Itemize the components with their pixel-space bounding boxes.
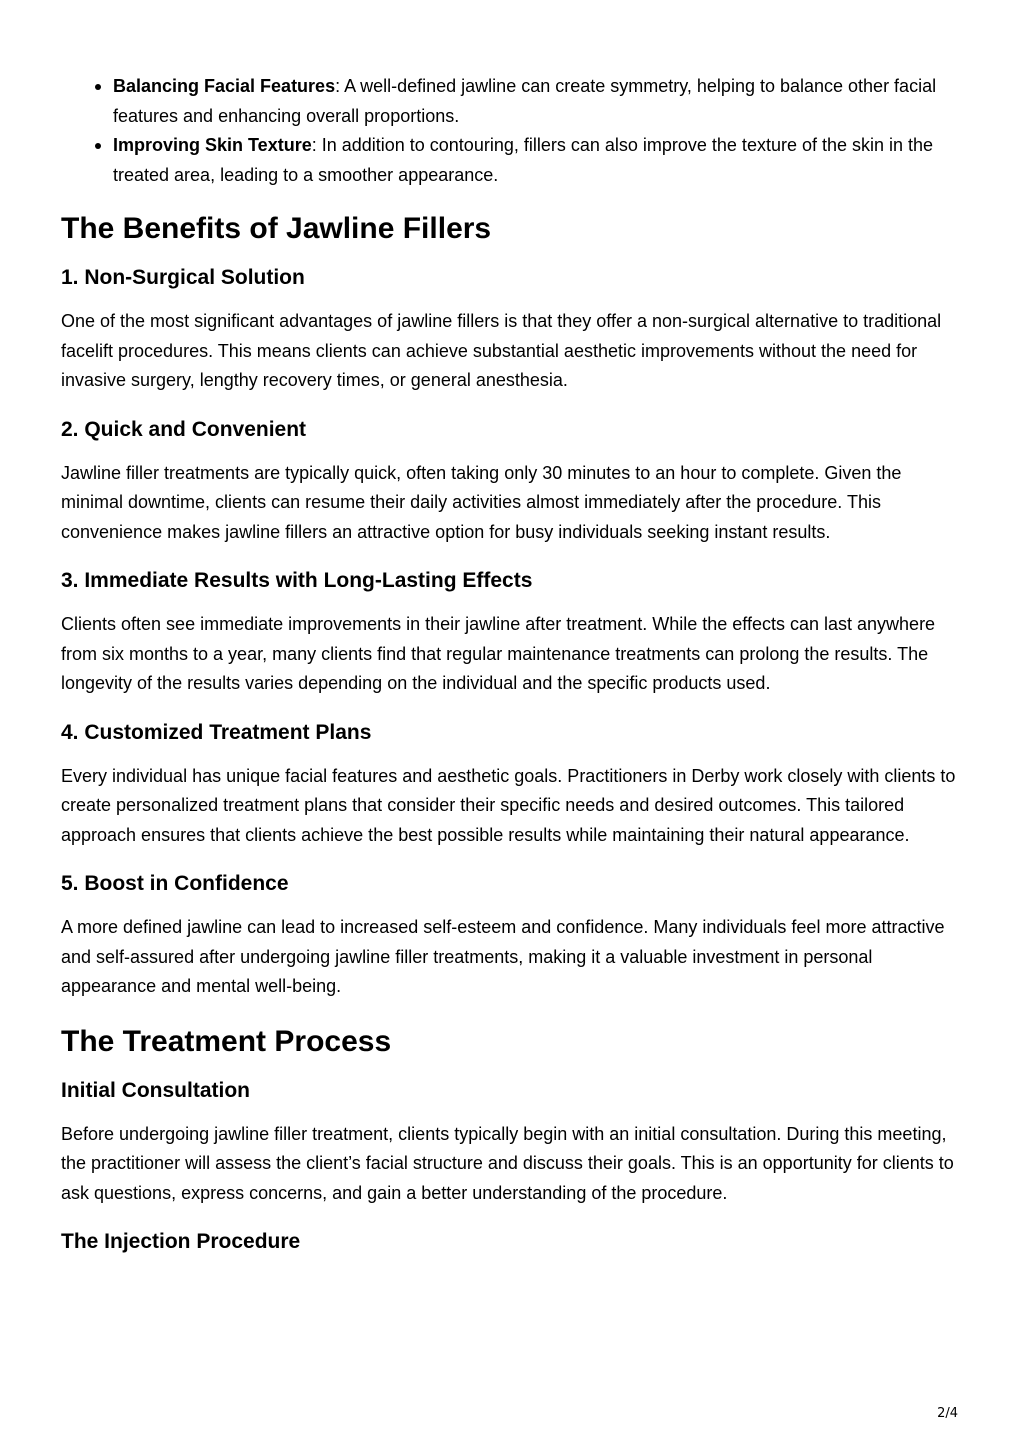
subheading: 4. Customized Treatment Plans	[61, 720, 372, 744]
section-heading-benefits: The Benefits of Jawline Fillers	[61, 212, 492, 245]
list-item	[113, 72, 966, 131]
paragraph: Jawline filler treatments are typically quick, often taking only 30 minutes to an hour to complete. Given the minimal downtime, clients can resume their daily activities almost immediately after the procedure. This convenience makes jawline fillers an attractive option for busy individuals seeking instant results.	[61, 462, 902, 542]
subheading: 1. Non-Surgical Solution	[61, 266, 305, 289]
bullet-text: : In addition to contouring, fillers can also improve the texture of the skin in the treated area, leading to a smoother appearance.	[113, 135, 934, 185]
bullet-text: : A well-defined jawline can create symmetry, helping to balance other facial features and enhancing overall proportions.	[113, 76, 937, 126]
paragraph: A more defined jawline can lead to increased self-esteem and confidence. Many individuals feel more attractive and self-assured after undergoing jawline filler treatments, making it a valuable investment in personal appearance and mental well-being.	[61, 917, 945, 996]
bullet-icon	[95, 84, 101, 90]
section-heading-process: The Treatment Process	[61, 1024, 392, 1058]
bullet-bold-label: Balancing Facial Features	[113, 76, 336, 96]
subheading: Initial Consultation	[61, 1078, 250, 1102]
paragraph: Before undergoing jawline filler treatment, clients typically begin with an initial consultation. During this meeting, the practitioner will assess the client’s facial structure and discuss their goals. This is an opportunity for clients to ask questions, express concerns, and gain a better understanding of the procedure.	[61, 1123, 954, 1203]
bullet-bold-label: Improving Skin Texture	[113, 135, 312, 155]
subheading: The Injection Procedure	[61, 1230, 301, 1253]
list-item	[113, 131, 966, 190]
subheading: 5. Boost in Confidence	[61, 872, 289, 895]
subheading: 2. Quick and Convenient	[61, 417, 307, 441]
paragraph: Every individual has unique facial features and aesthetic goals. Practitioners in Derby work closely with clients to create personalized treatment plans that consider their specific needs and desired outcomes. This tailored approach ensures that clients achieve the best possible results while maintaining their natural appearance.	[61, 765, 956, 845]
benefit-bullet-list	[61, 72, 966, 190]
paragraph: Clients often see immediate improvements in their jawline after treatment. While the effects can last anywhere from six months to a year, many clients find that regular maintenance treatments can prolong the results. The longevity of the results varies depending on the individual and the specific products used.	[61, 614, 936, 693]
paragraph: One of the most significant advantages of jawline fillers is that they offer a non-surgical alternative to traditional facelift procedures. This means clients can achieve substantial aesthetic improvements without the need for invasive surgery, lengthy recovery times, or general anesthesia.	[61, 311, 942, 390]
subheading: 3. Immediate Results with Long-Lasting Effects	[61, 569, 533, 592]
page-number: 2/4	[937, 1406, 958, 1421]
document-page	[61, 72, 966, 1255]
bullet-icon	[95, 143, 101, 149]
